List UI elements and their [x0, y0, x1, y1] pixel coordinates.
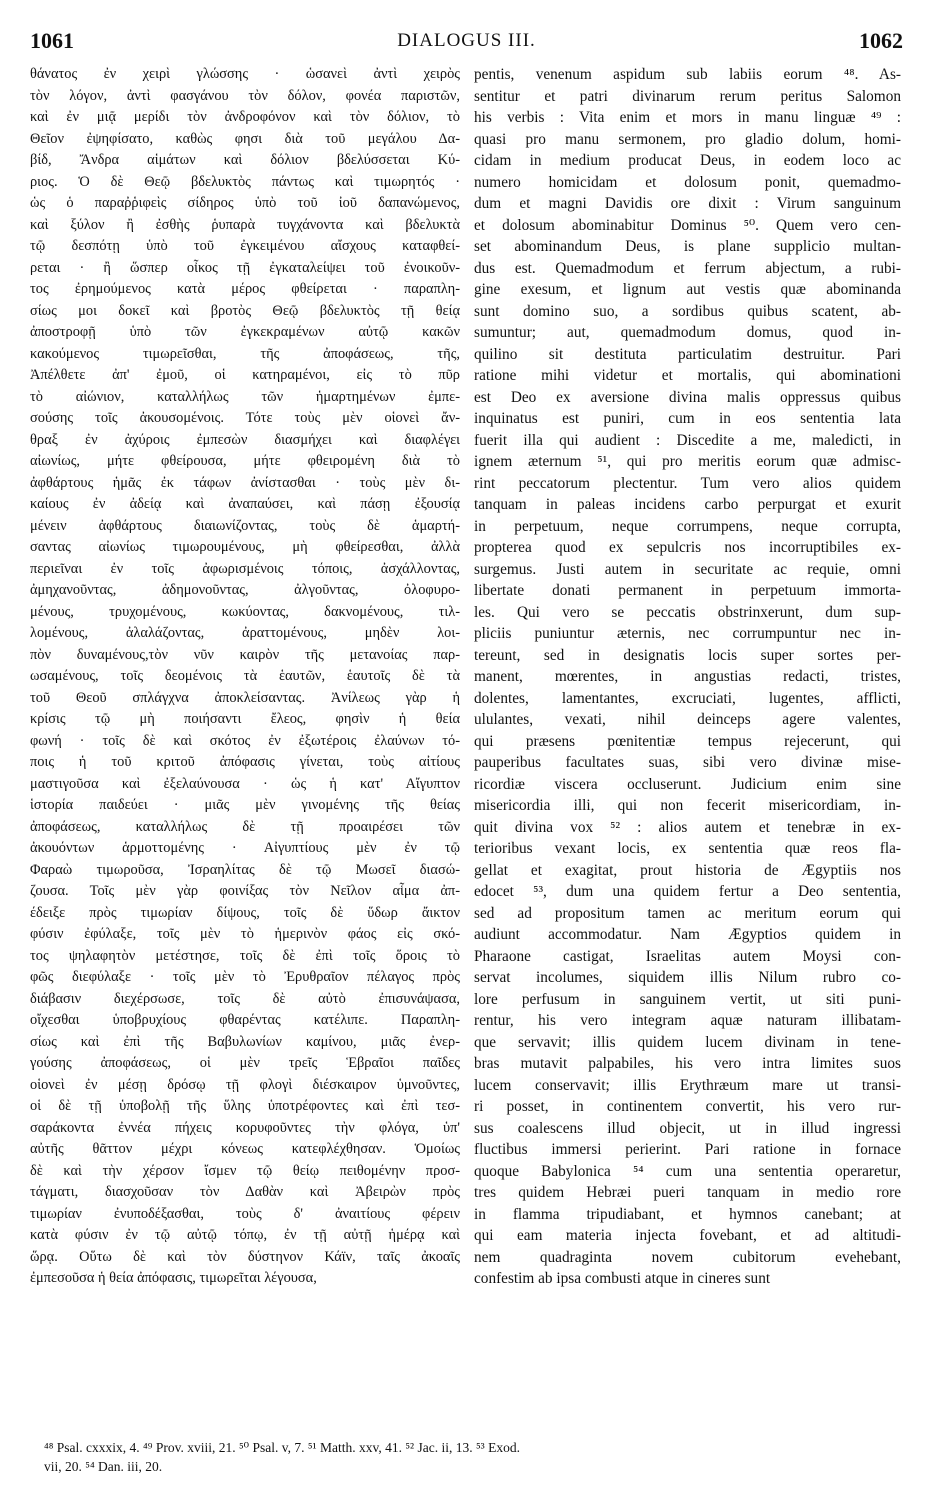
latin-text-line: quasi pro manu sermonem, pro gladio dolum, homi-: [474, 130, 901, 148]
latin-text-line: pentis, venenum aspidum sub labiis eorum ⁴⁸. As-: [474, 66, 901, 83]
latin-text-line: sentitur et patri divinarum rerum peritus Salomon: [474, 87, 901, 105]
latin-text-line: est Deo ex aversione divina malis oppressus quibus: [474, 388, 901, 406]
latin-text-line: fuerit illa qui audient : Discedite a me, maledicti, in: [474, 431, 901, 449]
latin-text-line: sus coalescens illud objecit, ut in illud ingressi: [474, 1119, 901, 1137]
greek-text-line: ὡς ὁ παραῤῥιφεὶς σίδηρος ὑπὸ τοῦ ἰοῦ δαπανώμενος,: [30, 195, 460, 211]
greek-text-line: σίως καὶ ἐπὶ τῆς Βαβυλωνίων καμίνου, μιᾶς ἐνερ-: [30, 1033, 460, 1050]
greek-text-column: [30, 64, 460, 1290]
latin-text-line: qui præsens pœnitentiæ tempus rejecerunt, qui: [474, 732, 901, 750]
latin-text-line: quit divina vox ⁵² : alios autem et tenebræ in ex-: [474, 818, 901, 836]
latin-text-line: ricordiæ viscera occluserunt. Judicium enim sine: [474, 775, 901, 793]
latin-text-line: misericordia illi, qui non fecerit misericordiam, in-: [474, 797, 901, 814]
greek-text-line: μένους, τρυχομένους, κωκύοντας, δακνομένους, τιλ-: [30, 603, 460, 620]
greek-text-line: οἱονεὶ ἐν μέσῃ δρόσῳ τῇ φλογὶ διέσκαιρον ὑμνοῦντες,: [30, 1076, 460, 1093]
latin-text-line: in perpetuum, neque corrumpens, neque corrupta,: [474, 517, 901, 535]
latin-text-line: pliciis puniuntur æternis, nec corrumpuntur nec in-: [474, 625, 901, 642]
latin-text-line: manent, mœrentes, in angustias redacti, tristes,: [474, 668, 901, 685]
greek-text-line: πὸν δυναμένους,τὸν νῦν καιρὸν τῆς μετανοίας παρ-: [30, 646, 460, 663]
greek-text-line: λομένους, ἀλαλάζοντας, ἀραττομένους, μηδὲν λοι-: [30, 625, 460, 641]
greek-text-line: ἀκουόντων ἁρμοττομένης · Αἰγυπτίους μὲν ἐν τῷ: [30, 840, 460, 856]
footnote-line: ⁴⁸ Psal. cxxxix, 4. ⁴⁹ Prov. xviii, 21. ⁵⁰ Psal. v, 7. ⁵¹ Matth. xxv, 41. ⁵² Jac. ii, 13. ⁵³ Exod.: [44, 1440, 520, 1455]
latin-text-line: pauperibus facultates suas, sibi vero divinæ mise-: [474, 754, 901, 771]
latin-text-line: edocet ⁵³, dum una quidem fertur a Deo sententia,: [474, 883, 901, 900]
latin-text-line: bras mutavit palpabiles, his vero intra limites suos: [474, 1055, 901, 1072]
greek-text-line: τὸ αἰώνιον, καταλλήλως τῶν ἡμαρτημένων ἐμπε-: [30, 388, 460, 405]
latin-text-line: libertate donati permanent in perpetuum immorta-: [474, 582, 901, 599]
greek-text-line: κακούμενος τιμωρεῖσθαι, τῆς ἀποφάσεως, τῆς,: [30, 345, 460, 362]
greek-text-line: ἀμηχανοῦντας, ἀδημονοῦντας, ἀλγοῦντας, ὀλοφυρο-: [30, 582, 460, 598]
latin-text-line: tanquam in paleas incidens carbo perpurgat et exurit: [474, 496, 901, 513]
greek-text-line: γούσης ἀποφάσεως, οἱ μὲν τρεῖς Ἑβραῖοι παῖδες: [30, 1055, 460, 1071]
page-number-right: 1062: [859, 28, 903, 53]
latin-text-line: ri posset, in continentem convertit, his vero rur-: [474, 1098, 901, 1115]
latin-text-line: les. Qui vero se peccatis obstrinxerunt, dum sup-: [474, 603, 901, 621]
latin-text-line: surgemus. Justi autem in securitate ac requie, omni: [474, 560, 901, 578]
greek-text-line: τιμωρίαν ἐνυποδέξασθαι, τοὺς δ' ἀναιτίους φέρειν: [30, 1205, 460, 1222]
greek-text-line: ἀποφάσεως, καταλλήλως δὲ τῇ προαιρέσει τῶν: [30, 818, 460, 835]
greek-text-line: ωσαμένους, τοῖς δεομένοις τὰ ἑαυτῶν, ἑαυτοῖς δὲ τὰ: [30, 668, 460, 684]
latin-text-line: Pharaone castigat, Israelitas autem Moysi con-: [474, 947, 901, 965]
greek-text-line: ποις ἡ τοῦ κριτοῦ ἀπόφασις γίνεται, τοὺς αἰτίους: [30, 754, 460, 770]
latin-text-line: set abominandum Deus, is plane supplicio multan-: [474, 238, 901, 255]
greek-text-line: ὥρᾳ. Οὕτω δὲ καὶ τὸν δύστηνον Κάϊν, ταῖς ἀκοαῖς: [30, 1248, 460, 1265]
latin-text-line: tres quidem Hebræi pueri tanquam in medio rore: [474, 1184, 901, 1201]
latin-text-line: gine exesum, et lignum aut vestis quæ abominanda: [474, 281, 901, 298]
latin-text-line: quoque Babylonica ⁵⁴ cum una sententia operaretur,: [474, 1162, 901, 1180]
latin-text-line: sunt domino suo, a sordibus quibus scatent, ab-: [474, 302, 901, 320]
latin-text-line: audiunt accommodatur. Nam Ægyptios quidem in: [474, 926, 901, 943]
greek-text-line: σούσης τοῖς ἀκουσομένοις. Τότε τοὺς μὲν οἱονεὶ ἄν-: [30, 410, 460, 426]
greek-text-line: καὶ ξύλον ἢ ἐσθὴς ῥυπαρὰ τυγχάνοντα καὶ βδελυκτὰ: [30, 216, 460, 233]
latin-text-line: fluctibus immersi perierint. Pari ratione in fornace: [474, 1141, 901, 1158]
latin-text-line: confestim ab ipsa combusti atque in cineres sunt: [474, 1270, 771, 1287]
latin-text-line: numero homicidam et dolosum ponit, quemadmo-: [474, 173, 901, 191]
latin-text-line: dolentes, lamentantes, excruciati, lugentes, afflicti,: [474, 689, 901, 707]
page-header: [30, 28, 903, 54]
greek-text-line: καίους ἐν ἀδείᾳ καὶ ἀναπαύσει, καὶ πάσῃ ἐξουσίᾳ: [30, 496, 460, 512]
greek-text-line: διάβασιν διεχέρσωσε, τοῖς δὲ αὐτὸ ἐπισυνάψασα,: [30, 990, 460, 1007]
latin-text-line: quilino sit destituta particulatim destruitur. Pari: [474, 345, 901, 363]
latin-text-line: ululantes, vexati, nihil deinceps agere valentes,: [474, 711, 901, 728]
latin-text-line: rint peccatorum plectentur. Tum vero alios quidem: [474, 474, 901, 492]
greek-text-line: ριος. Ὁ δὲ Θεῷ βδελυκτὸς πάντως καὶ τιμωρητός ·: [30, 173, 460, 190]
latin-text-line: sumuntur; aut, quemadmodum domus, quod in-: [474, 324, 901, 341]
latin-text-line: et dolosum abominabitur Dominus ⁵⁰. Quem vero cen-: [474, 216, 901, 234]
greek-text-line: θάνατος ἐν χειρὶ γλώσσης · ὡσανεὶ ἀντὶ χειρὸς: [30, 66, 460, 82]
greek-text-line: αὐτῆς θᾶττον μέχρι κόνεως κατεφλέχθησαν. Ὁμοίως: [30, 1141, 460, 1157]
greek-text-line: κατὰ φύσιν ἐν τῷ αὐτῷ τόπῳ, ἐν τῇ αὐτῇ ἡμέρᾳ καὶ: [30, 1227, 460, 1243]
greek-text-line: βίδ, Ἄνδρα αἱμάτων καὶ δόλιον βδελύσσεται Κύ-: [30, 152, 460, 168]
greek-text-line: καὶ ἐν μιᾷ μερίδι τὸν ἀνδροφόνον καὶ τὸν δόλιον, τὸ: [30, 109, 460, 125]
greek-text-line: Ἀπέλθετε ἀπ' ἐμοῦ, οἱ κατηραμένοι, εἰς τὸ πῦρ: [30, 367, 460, 383]
greek-text-line: τος ψηλαφητὸν μετέστησε, τοῖς δὲ ἐπὶ τοῖς ὅροις τὸ: [30, 947, 460, 964]
greek-text-line: ρεται · ἢ ὥσπερ οἶκος τῇ ἐγκαταλείψει τοῦ ἐνοικοῦν-: [30, 259, 460, 276]
greek-text-line: φύσιν ἐφύλαξε, τοῖς μὲν τὸ ἡμερινὸν φάος εἰς σκό-: [30, 926, 460, 942]
greek-text-line: Θεῖον ἐψηφίσατο, καθὼς φησι διὰ τοῦ μεγάλου Δα-: [30, 130, 460, 147]
greek-text-line: τος ἐρημούμενος κατὰ μέρος φθείρεται · παραπλη-: [30, 281, 460, 297]
greek-text-line: ζουσα. Τοῖς μὲν γὰρ φοινίξας τὸν Νεῖλον αἷμα ἀπ-: [30, 883, 460, 899]
greek-text-line: σαντας αἰωνίως τιμωρουμένους, μὴ φθείρεσθαι, ἀλλὰ: [30, 539, 460, 555]
greek-text-line: περιεῖναι ἐν τοῖς ἀφωρισμένοις τόποις, ἀσχάλλοντας,: [30, 560, 460, 577]
latin-text-line: cidam in medium producat Deus, in eodem loco ac: [474, 152, 901, 169]
greek-text-line: έδειξε πρὸς τιμωρίαν δίψους, τοῖς δὲ ὕδωρ ἄικτον: [30, 904, 460, 921]
latin-text-line: tereunt, sed in designatis locis super sortes per-: [474, 646, 901, 664]
greek-text-line: φωνή · τοῖς δὲ καὶ σκότος ἐν ἐξωτέροις ἐλαύνων τό-: [30, 732, 460, 749]
greek-text-line: Φαραὼ τιμωροῦσα, Ἰσραηλίτας δὲ τῷ Μωσεῖ διασώ-: [30, 861, 460, 878]
greek-text-line: τοῦ Θεοῦ σπλάγχνα ἀποκλείσαντας. Ἀνίλεως γὰρ ἡ: [30, 689, 460, 706]
greek-text-line: σαράκοντα ἐννέα πήχεις κορυφοῦντες τὴν φλόγα, ὑπ': [30, 1119, 460, 1136]
latin-text-line: inquinatus est puniri, cum in eos sententia lata: [474, 410, 901, 427]
greek-text-line: τάγματι, διασχοῦσαν τὸν Δαθὰν καὶ Ἀβειρὼν πρὸς: [30, 1184, 460, 1200]
latin-text-line: ignem æternum ⁵¹, qui pro meritis eorum quæ admisc-: [474, 453, 901, 470]
footnote-line: vii, 20. ⁵⁴ Dan. iii, 20.: [44, 1459, 163, 1474]
latin-text-line: lucem conservavit; illis Erythræum mare ut transi-: [474, 1076, 901, 1094]
greek-text-line: οἴχεσθαι ὑποβρυχίους φθαρέντας κατέλιπε. Παραπλη-: [30, 1012, 460, 1028]
latin-text-line: in flamma tripudiabant, et hymnos canebant; at: [474, 1205, 901, 1223]
latin-text-line: servat incolumes, siquidem illis Nilum rubro co-: [474, 969, 901, 986]
greek-text-line: ἀφθάρτους ἡμᾶς ἐκ τάφων ἀνίστασθαι · τοὺς μὲν δι-: [30, 474, 460, 491]
latin-text-line: ratione mihi videtur et mortalis, qui abominationi: [474, 367, 901, 384]
latin-text-line: qui eam materia injecta fovebant, et ad altitudi-: [474, 1227, 901, 1244]
footnotes: [44, 1438, 903, 1476]
greek-text-line: τῷ δεσπότῃ ὑπὸ τοῦ ἐγκειμένου αἴσχους καταφθεί-: [30, 238, 460, 254]
greek-text-line: κρίσις τῷ μὴ ποιήσαντι ἔλεος, φησὶν ἡ θεία: [30, 711, 460, 727]
greek-text-line: τὸν λόγον, ἀντὶ φασγάνου τὸν δόλον, φονέα παριστῶν,: [30, 87, 460, 104]
latin-text-line: lore perfusum in sanguinem vertit, ut siti puni-: [474, 990, 901, 1008]
latin-text-line: nem quadraginta novem cubitorum evehebant,: [474, 1248, 901, 1266]
latin-text-line: que servavit; illis quidem lucem divinam in tene-: [474, 1033, 901, 1051]
greek-text-line: δὲ καὶ τὴν χέρσον ἴσμεν τῷ θείῳ πειθομένην προσ-: [30, 1162, 460, 1179]
greek-text-line: μαστιγοῦσα καὶ ἐξελαύνουσα · ὡς ἡ κατ' Αἴγυπτον: [30, 775, 460, 792]
latin-text-line: sed ad propositum tamen ac meritum eorum qui: [474, 904, 901, 922]
greek-text-line: αἰωνίως, μήτε φθείρουσα, μήτε φθειρομένη διὰ τὸ: [30, 453, 460, 469]
latin-text-line: propterea quod ex sepulcris nos incorruptibiles ex-: [474, 539, 901, 556]
latin-text-line: rentur, his vero integram aquæ naturam illibatam-: [474, 1012, 901, 1029]
latin-text-line: his verbis : Vita enim et mors in manu linguæ ⁴⁹ :: [474, 109, 901, 126]
latin-text-line: gellat et exagitat, prout historia de Ægyptiis nos: [474, 861, 901, 879]
latin-text-line: dus est. Quemadmodum et ferrum abjectum, a rubi-: [474, 259, 901, 277]
latin-text-line: terioribus vexant locis, ex sententia quæ reos fla-: [474, 840, 901, 857]
greek-text-line: ἱστορία παιδεύει · μιᾶς μὲν γινομένης τῆς θείας: [30, 797, 460, 813]
greek-text-line: φῶς διεφύλαξε · τοῖς μὲν τὸ Ἐρυθραῖον πέλαγος πρὸς: [30, 969, 460, 985]
page-number-left: 1061: [30, 28, 74, 53]
running-title: DIALOGUS III.: [397, 30, 536, 51]
latin-text-column: [474, 64, 901, 1290]
greek-text-line: ἐμπεσοῦσα ἡ θεία ἀπόφασις, τιμωρεῖται λέγουσα,: [30, 1270, 317, 1286]
latin-text-line: dum et magni Davidis ore dixit : Virum sanguinum: [474, 195, 901, 212]
greek-text-line: θραξ ἐν ἀχύροις ἐμπεσὼν διασμήχει καὶ διαφλέγει: [30, 431, 460, 448]
greek-text-line: σίως μοι δοκεῖ καὶ βροτὸς Θεῷ βδελυκτὸς τῇ θείᾳ: [30, 302, 460, 319]
greek-text-line: ἀποστροφῇ ὑπὸ τῶν ἐγκεκραμένων αὐτῷ κακῶν: [30, 324, 460, 340]
greek-text-line: μένειν ἀφθάρτους διαιωνίζοντας, τοὺς δὲ ἁμαρτή-: [30, 517, 460, 534]
greek-text-line: οἱ δὲ τῇ ὑποβολῇ τῆς ὕλης ὑποτρέφοντες καὶ ἐπὶ τεσ-: [30, 1098, 460, 1114]
